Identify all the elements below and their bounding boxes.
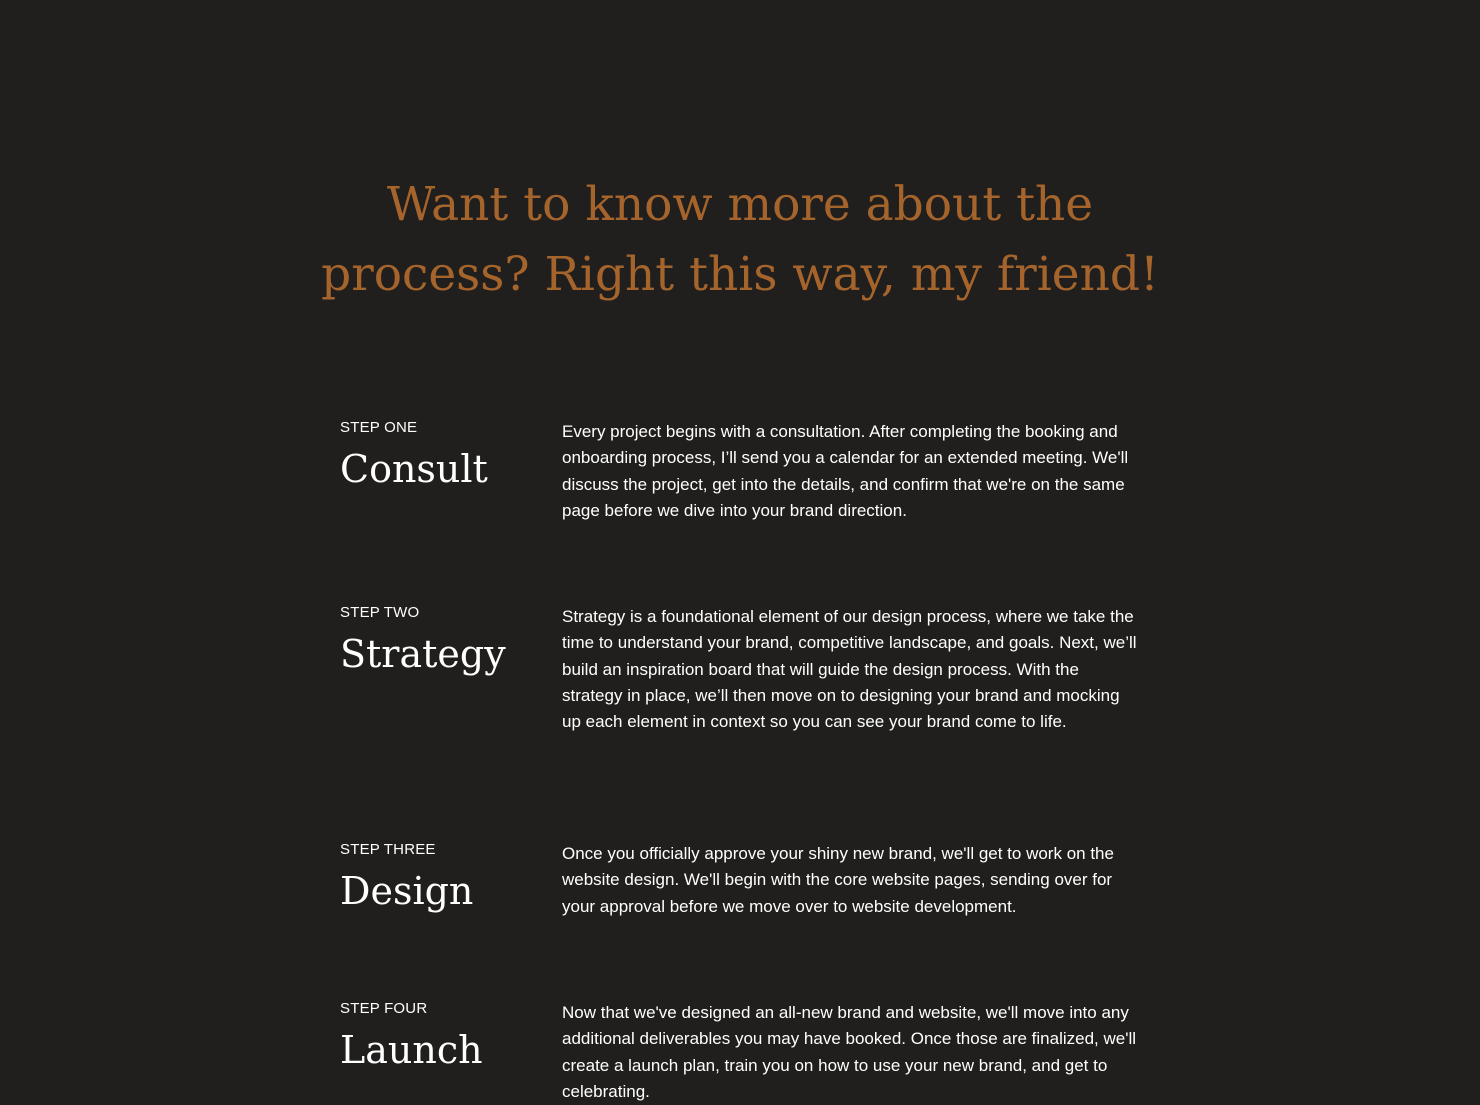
step-title: Design (340, 869, 474, 913)
step-title: Strategy (340, 632, 506, 676)
step-description: Every project begins with a consultation. After completing the booking and onboarding process, I’ll send you a calendar for an extended meeting. We'll discuss the project, get into the details, and confirm that we're on the same page before we dive into your brand direction. (562, 422, 1129, 520)
step-description: Once you officially approve your shiny new brand, we'll get to work on the website design. We'll begin with the core website pages, sending over for your approval before we move over to website development. (562, 844, 1114, 916)
step-label: STEP FOUR (340, 1000, 428, 1017)
step-description: Strategy is a foundational element of our design process, where we take the time to understand your brand, competitive landscape, and goals. Next, we’ll build an inspiration board that will guide the design process. With the strategy in place, we’ll then move on to designing your brand and mocking up each element in context so you can see your brand come to life. (562, 607, 1137, 732)
step-label: STEP TWO (340, 604, 420, 621)
step-title: Launch (340, 1028, 483, 1072)
step-label: STEP ONE (340, 419, 418, 436)
step-label: STEP THREE (340, 841, 436, 858)
section-heading: Want to know more about the process? Right this way, my friend! (321, 177, 1159, 302)
step-title: Consult (340, 447, 488, 491)
step-description: Now that we've designed an all-new brand and website, we'll move into any additional deliverables you may have booked. Once those are finalized, we'll create a launch plan, train you on how to use your new brand, and get to celebrating. (562, 1003, 1137, 1101)
